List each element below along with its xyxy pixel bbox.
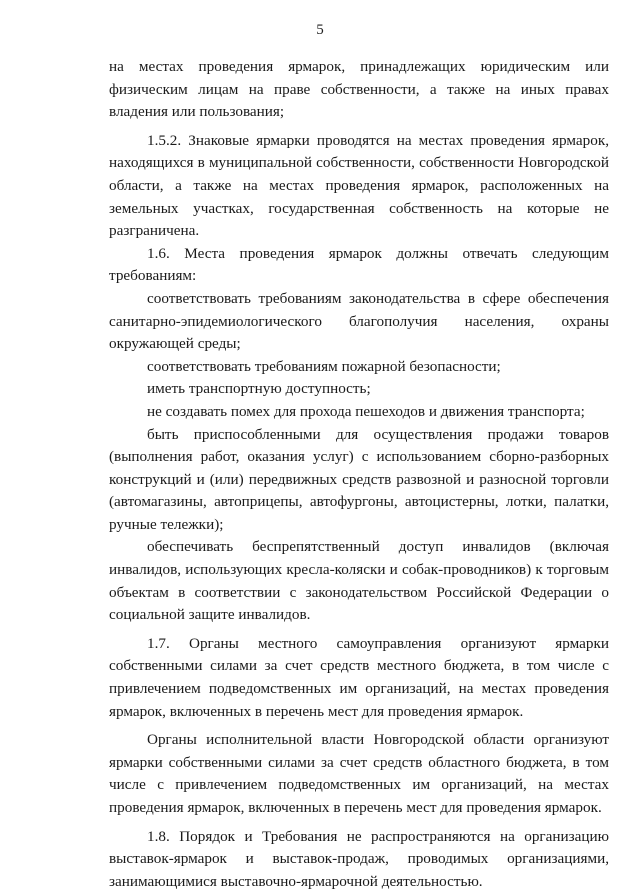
requirement-mobile-trade: быть приспособленными для осуществления продажи товаров (выполнения работ, оказания услуг) с использованием сборно-разборных конструкций и (или) передвижных средств развозной и разносной торговли (автомагазины, автоприцепы, автофургоны, автоцистерны, лотки, палатки, ручные тележки); — [109, 425, 609, 533]
paragraph-continuation: на местах проведения ярмарок, принадлежащих юридическим или физическим лицам на праве собственности, а также на иных правах владения или пользования; — [109, 58, 609, 121]
paragraph-1-6: 1.6. Места проведения ярмарок должны отвечать следующим требованиям: — [109, 244, 609, 285]
paragraph-regional-authorities: Органы исполнительной власти Новгородской области организуют ярмарки собственными силами за счет средств областного бюджета, в том числе с привлечением подведомственных им организаций, на местах проведения ярмарок, включенных в перечень мест для проведения ярмарок. — [109, 731, 609, 816]
paragraph-1-8: 1.8. Порядок и Требования не распространяются на организацию выставок-ярмарок и выставок-продаж, проводимых организациями, занимающимися выставочно-ярмарочной деятельностью. — [109, 827, 609, 890]
requirement-no-obstruction: не создавать помех для прохода пешеходов и движения транспорта; — [147, 402, 585, 420]
document-body — [109, 56, 609, 893]
requirement-fire-safety: соответствовать требованиям пожарной безопасности; — [147, 357, 501, 375]
page-number: 5 — [316, 22, 324, 38]
requirement-transport-access: иметь транспортную доступность; — [147, 380, 371, 398]
requirement-disabled-access: обеспечивать беспрепятственный доступ инвалидов (включая инвалидов, использующих кресла-коляски и собак-проводников) к торговым объектам в соответствии с законодательством Российской Федерации о социальной защите инвалидов. — [109, 538, 609, 624]
paragraph-1-7: 1.7. Органы местного самоуправления организуют ярмарки собственными силами за счет средств местного бюджета, в том числе с привлечением подведомственных им организаций, на местах проведения ярмарок, включенных в перечень мест для проведения ярмарок. — [109, 634, 609, 720]
paragraph-1-5-2: 1.5.2. Знаковые ярмарки проводятся на местах проведения ярмарок, находящихся в муниципальной собственности, собственности Новгородской области, а также на местах проведения ярмарок, расположенных на земельных участках, государственная собственность на которые не разграничена. — [109, 131, 609, 240]
requirement-sanitary: соответствовать требованиям законодательства в сфере обеспечения санитарно-эпидемиологического благополучия населения, охраны окружающей среды; — [109, 289, 609, 353]
